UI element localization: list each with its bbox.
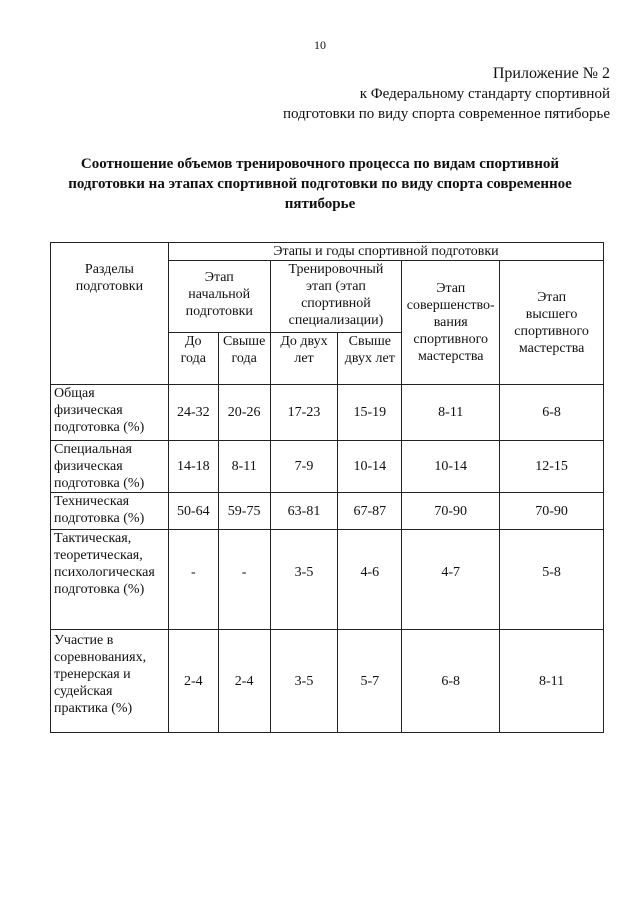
header-sub-training-2: Свыше двух лет: [338, 333, 402, 385]
row-label: Специальная физическая подготовка (%): [51, 441, 169, 493]
appendix-block: [283, 64, 610, 124]
table-cell: 50-64: [168, 493, 218, 530]
table-cell: 70-90: [402, 493, 500, 530]
row-label: Тактическая, теоретическая, психологическая подготовка (%): [51, 530, 169, 630]
table-cell: -: [218, 530, 270, 630]
header-stage-initial: Этап начальной подготовки: [168, 261, 270, 333]
table-cell: 15-19: [338, 385, 402, 441]
table-cell: 24-32: [168, 385, 218, 441]
document-title: [60, 154, 580, 214]
table-row: [51, 441, 604, 493]
title-line-2: подготовки на этапах спортивной подготовки по виду спорта современное: [68, 176, 572, 192]
header-stage-training: Тренировочный этап (этап спортивной специализации): [270, 261, 402, 333]
appendix-line-2: к Федеральному стандарту спортивной: [359, 86, 610, 102]
table-row: [51, 385, 604, 441]
table-cell: 5-7: [338, 630, 402, 733]
table-cell: 59-75: [218, 493, 270, 530]
table-cell: 3-5: [270, 530, 338, 630]
header-stage-higher: Этап высшего спортивного мастерства: [500, 261, 604, 385]
header-sections: Разделы подготовки: [51, 243, 169, 385]
table-cell: 12-15: [500, 441, 604, 493]
table-row: [51, 493, 604, 530]
header-sub-initial-1: До года: [168, 333, 218, 385]
table-cell: 67-87: [338, 493, 402, 530]
appendix-line-3: подготовки по виду спорта современное пятиборье: [282, 106, 610, 122]
table-cell: 14-18: [168, 441, 218, 493]
header-sub-initial-2: Свыше года: [218, 333, 270, 385]
table-cell: 8-11: [402, 385, 500, 441]
table-row: [51, 530, 604, 630]
training-volume-table: [50, 242, 604, 733]
table-cell: 6-8: [500, 385, 604, 441]
header-sub-training-1: До двух лет: [270, 333, 338, 385]
table-cell: 20-26: [218, 385, 270, 441]
table-cell: 4-6: [338, 530, 402, 630]
title-line-1: Соотношение объемов тренировочного процесса по видам спортивной: [80, 156, 560, 172]
table-cell: 8-11: [218, 441, 270, 493]
table-cell: 4-7: [402, 530, 500, 630]
table-cell: 6-8: [402, 630, 500, 733]
table-cell: 17-23: [270, 385, 338, 441]
header-stage-improvement: Этап совершенство- вания спортивного мастерства: [402, 261, 500, 385]
table-cell: 10-14: [338, 441, 402, 493]
title-line-3: пятиборье: [284, 196, 356, 212]
page-number: 10: [314, 38, 326, 52]
appendix-line-1: Приложение № 2: [492, 65, 610, 82]
table-cell: 5-8: [500, 530, 604, 630]
row-label: Техническая подготовка (%): [51, 493, 169, 530]
table-cell: 2-4: [218, 630, 270, 733]
table-cell: 63-81: [270, 493, 338, 530]
table-cell: 3-5: [270, 630, 338, 733]
table-cell: 8-11: [500, 630, 604, 733]
row-label: Общая физическая подготовка (%): [51, 385, 169, 441]
table-row: [51, 630, 604, 733]
table-cell: 2-4: [168, 630, 218, 733]
table-cell: 70-90: [500, 493, 604, 530]
table-cell: -: [168, 530, 218, 630]
table-cell: 10-14: [402, 441, 500, 493]
header-stages: Этапы и годы спортивной подготовки: [168, 243, 603, 261]
row-label: Участие в соревнованиях, тренерская и судейская практика (%): [51, 630, 169, 733]
table-cell: 7-9: [270, 441, 338, 493]
